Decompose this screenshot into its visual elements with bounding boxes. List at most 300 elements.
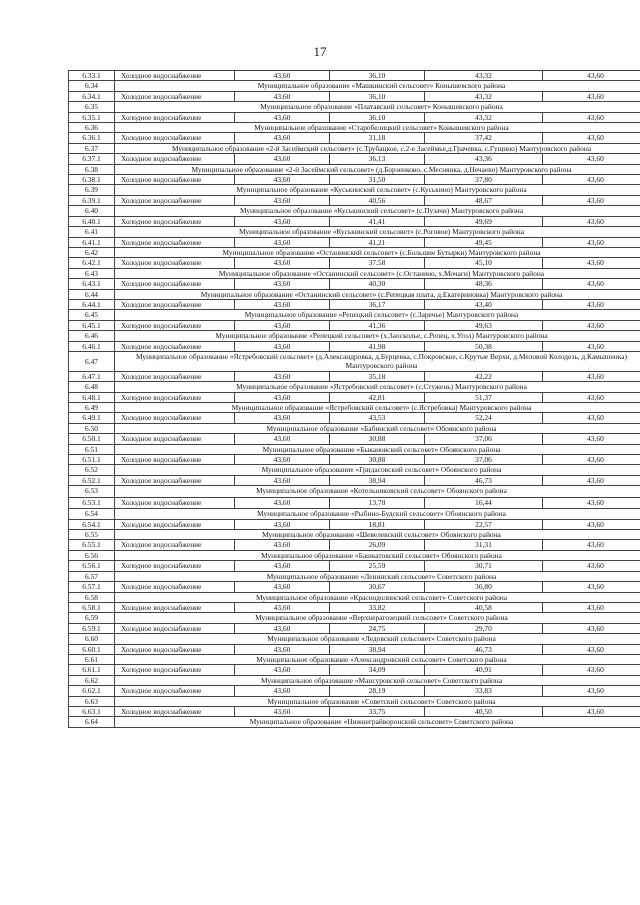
row-code: 6.44 <box>69 289 115 299</box>
value-cell: 43,60 <box>543 371 640 381</box>
page-number: 17 <box>313 44 327 59</box>
value-cell: 43,60 <box>543 237 640 247</box>
value-cell: 31,50 <box>330 175 425 185</box>
value-cell: 43,60 <box>235 392 330 402</box>
municipality-heading: Муниципальное образование «Гридасовский сельсовет» Обоянского района <box>115 465 640 475</box>
row-code: 6.56 <box>69 550 115 560</box>
value-cell: 43,60 <box>543 91 640 101</box>
row-code: 6.52.1 <box>69 475 115 485</box>
value-cell: 49,63 <box>425 320 543 330</box>
row-code: 6.59 <box>69 613 115 623</box>
service-name: Холодное водоснабжение <box>115 434 235 444</box>
value-cell: 41,21 <box>330 237 425 247</box>
row-code: 6.55.1 <box>69 540 115 550</box>
service-name: Холодное водоснабжение <box>115 623 235 633</box>
value-cell: 43,60 <box>235 582 330 592</box>
row-code: 6.55 <box>69 530 115 540</box>
row-code: 6.57 <box>69 571 115 581</box>
value-cell: 49,69 <box>425 216 543 226</box>
section-heading-row <box>69 423 640 433</box>
value-cell: 43,60 <box>543 644 640 654</box>
value-cell: 43,60 <box>235 540 330 550</box>
row-code: 6.40 <box>69 206 115 216</box>
service-name: Холодное водоснабжение <box>115 371 235 381</box>
section-heading-row <box>69 613 640 623</box>
municipality-heading: Муниципальное образование «Репецкий сельсовет» (х.Заосколье, с.Репец, х.Угол) Мантуровского района <box>115 331 640 341</box>
value-cell: 43,60 <box>543 602 640 612</box>
row-code: 6.34 <box>69 81 115 91</box>
value-cell: 43,60 <box>543 582 640 592</box>
section-heading-row <box>69 696 640 706</box>
service-name: Холодное водоснабжение <box>115 392 235 402</box>
value-cell: 43,53 <box>330 413 425 423</box>
municipality-heading: Муниципальное образование «Мансуровский сельсовет» Советского района <box>115 675 640 685</box>
table-row <box>69 133 640 143</box>
value-cell: 42,22 <box>425 371 543 381</box>
table-row <box>69 665 640 675</box>
value-cell: 24,75 <box>330 623 425 633</box>
section-heading-row <box>69 227 640 237</box>
row-code: 6.51 <box>69 444 115 454</box>
table-row <box>69 706 640 716</box>
table-row <box>69 216 640 226</box>
value-cell: 43,60 <box>543 665 640 675</box>
value-cell: 45,10 <box>425 258 543 268</box>
table-row <box>69 434 640 444</box>
value-cell: 36,17 <box>330 299 425 309</box>
value-cell: 40,50 <box>425 706 543 716</box>
value-cell: 38,94 <box>330 644 425 654</box>
row-code: 6.61.1 <box>69 665 115 675</box>
value-cell: 43,60 <box>543 154 640 164</box>
row-code: 6.52 <box>69 465 115 475</box>
section-heading-row <box>69 465 640 475</box>
row-code: 6.39 <box>69 185 115 195</box>
value-cell: 42,81 <box>330 392 425 402</box>
value-cell: 26,09 <box>330 540 425 550</box>
row-code: 6.37 <box>69 143 115 153</box>
section-heading-row <box>69 530 640 540</box>
value-cell: 46,73 <box>425 475 543 485</box>
row-code: 6.33.1 <box>69 71 115 81</box>
table-row <box>69 299 640 309</box>
value-cell: 43,32 <box>425 71 543 81</box>
service-name: Холодное водоснабжение <box>115 561 235 571</box>
value-cell: 37,42 <box>425 133 543 143</box>
municipality-heading: Муниципальное образование «Машкинский сельсовет» Конышевского района <box>115 81 640 91</box>
row-code: 6.57.1 <box>69 582 115 592</box>
value-cell: 51,37 <box>425 392 543 402</box>
value-cell: 43,60 <box>543 497 640 509</box>
service-name: Холодное водоснабжение <box>115 540 235 550</box>
municipality-heading: Муниципальное образование «2-й Засеймский сельсовет» (с.Трубацкое, с.2-е Засеймье,д.Грачевка, с.Гущино) Мантуровского района <box>115 143 640 153</box>
value-cell: 29,70 <box>425 623 543 633</box>
section-heading-row <box>69 143 640 153</box>
table-row <box>69 154 640 164</box>
section-heading-row <box>69 185 640 195</box>
table-row <box>69 341 640 351</box>
value-cell: 33,83 <box>425 686 543 696</box>
row-code: 6.48.1 <box>69 392 115 402</box>
municipality-heading: Муниципальное образование «Советский сельсовет» Советского района <box>115 696 640 706</box>
value-cell: 43,60 <box>543 279 640 289</box>
service-name: Холодное водоснабжение <box>115 195 235 205</box>
value-cell: 41,36 <box>330 320 425 330</box>
value-cell: 33,82 <box>330 602 425 612</box>
municipality-heading: Муниципальное образование «Котельниковский сельсовет» Обоянского района <box>115 486 640 498</box>
value-cell: 43,60 <box>543 623 640 633</box>
row-code: 6.58 <box>69 592 115 602</box>
municipality-heading: Муниципальное образование «Нижнеграйворонский сельсовет» Советского района <box>115 717 640 727</box>
section-heading-row <box>69 444 640 454</box>
municipality-heading: Муниципальное образование «Платавский сельсовет» Конышевского района <box>115 102 640 112</box>
table-row <box>69 602 640 612</box>
service-name: Холодное водоснабжение <box>115 175 235 185</box>
table-row <box>69 175 640 185</box>
value-cell: 36,10 <box>330 91 425 101</box>
service-name: Холодное водоснабжение <box>115 71 235 81</box>
municipality-heading: Муниципальное образование «Верхнерагозецкий сельсовет» Советского района <box>115 613 640 623</box>
row-code: 6.39.1 <box>69 195 115 205</box>
municipality-heading: Муниципальное образование «Останинский сельсовет» (с.Большие Бутырки) Мантуровского района <box>115 247 640 257</box>
value-cell: 31,31 <box>425 540 543 550</box>
value-cell: 43,60 <box>235 561 330 571</box>
value-cell: 43,60 <box>235 341 330 351</box>
value-cell: 18,81 <box>330 519 425 529</box>
row-code: 6.49 <box>69 403 115 413</box>
value-cell: 43,60 <box>235 455 330 465</box>
value-cell: 43,60 <box>235 434 330 444</box>
tariff-table <box>68 70 640 728</box>
municipality-heading: Муниципальное образование «Куськинский сельсовет» (с.Роговое) Мантуровского района <box>115 227 640 237</box>
service-name: Холодное водоснабжение <box>115 341 235 351</box>
table-row <box>69 519 640 529</box>
value-cell: 30,71 <box>425 561 543 571</box>
row-code: 6.63.1 <box>69 706 115 716</box>
municipality-heading: Муниципальное образование «Краснодолинский сельсовет» Советского района <box>115 592 640 602</box>
table-row <box>69 258 640 268</box>
value-cell: 43,60 <box>543 133 640 143</box>
table-row <box>69 195 640 205</box>
section-heading-row <box>69 717 640 727</box>
municipality-heading: Муниципальное образование «Ленинский сельсовет» Советского района <box>115 571 640 581</box>
value-cell: 43,60 <box>543 540 640 550</box>
value-cell: 43,60 <box>235 371 330 381</box>
value-cell: 43,60 <box>543 258 640 268</box>
value-cell: 43,60 <box>543 455 640 465</box>
value-cell: 41,98 <box>330 341 425 351</box>
service-name: Холодное водоснабжение <box>115 279 235 289</box>
row-code: 6.50.1 <box>69 434 115 444</box>
value-cell: 43,60 <box>543 299 640 309</box>
row-code: 6.36.1 <box>69 133 115 143</box>
service-name: Холодное водоснабжение <box>115 91 235 101</box>
section-heading-row <box>69 247 640 257</box>
value-cell: 43,60 <box>235 644 330 654</box>
service-name: Холодное водоснабжение <box>115 686 235 696</box>
service-name: Холодное водоснабжение <box>115 706 235 716</box>
service-name: Холодное водоснабжение <box>115 299 235 309</box>
section-heading-row <box>69 102 640 112</box>
value-cell: 48,36 <box>425 279 543 289</box>
table-row <box>69 320 640 330</box>
row-code: 6.64 <box>69 717 115 727</box>
row-code: 6.38.1 <box>69 175 115 185</box>
municipality-heading: Муниципальное образование «Останинский сельсовет» (с.Останино, х.Мочаги) Мантуровского района <box>115 268 640 278</box>
row-code: 6.61 <box>69 654 115 664</box>
service-name: Холодное водоснабжение <box>115 455 235 465</box>
row-code: 6.47 <box>69 351 115 371</box>
section-heading-row <box>69 164 640 174</box>
value-cell: 30,88 <box>330 455 425 465</box>
table-row <box>69 582 640 592</box>
value-cell: 37,06 <box>425 455 543 465</box>
section-heading-row <box>69 403 640 413</box>
row-code: 6.37.1 <box>69 154 115 164</box>
value-cell: 43,60 <box>235 623 330 633</box>
value-cell: 25,59 <box>330 561 425 571</box>
municipality-heading: Муниципальное образование «Ледовский сельсовет» Советского района <box>115 634 640 644</box>
service-name: Холодное водоснабжение <box>115 602 235 612</box>
service-name: Холодное водоснабжение <box>115 154 235 164</box>
section-heading-row <box>69 382 640 392</box>
municipality-heading: Муниципальное образование «Ястребовский сельсовет» (с.Ястребовка) Мантуровского района <box>115 403 640 413</box>
value-cell: 43,60 <box>235 475 330 485</box>
row-code: 6.41 <box>69 227 115 237</box>
service-name: Холодное водоснабжение <box>115 497 235 509</box>
value-cell: 38,94 <box>330 475 425 485</box>
table-row <box>69 371 640 381</box>
section-heading-row <box>69 654 640 664</box>
section-heading-row <box>69 634 640 644</box>
value-cell: 43,60 <box>543 561 640 571</box>
service-name: Холодное водоснабжение <box>115 112 235 122</box>
value-cell: 50,38 <box>425 341 543 351</box>
service-name: Холодное водоснабжение <box>115 582 235 592</box>
section-heading-row <box>69 310 640 320</box>
row-code: 6.38 <box>69 164 115 174</box>
table-row <box>69 475 640 485</box>
table-row <box>69 71 640 81</box>
section-heading-row <box>69 81 640 91</box>
row-code: 6.56.1 <box>69 561 115 571</box>
value-cell: 40,30 <box>330 279 425 289</box>
municipality-heading: Муниципальное образование «Останинский сельсовет» (с.Репецкая плата, д.Екатериновка) Мантуровского района <box>115 289 640 299</box>
value-cell: 28,19 <box>330 686 425 696</box>
row-code: 6.35.1 <box>69 112 115 122</box>
value-cell: 43,32 <box>425 112 543 122</box>
row-code: 6.62.1 <box>69 686 115 696</box>
municipality-heading: Муниципальное образование «Бабинский сельсовет» Обоянского района <box>115 423 640 433</box>
value-cell: 41,41 <box>330 216 425 226</box>
value-cell: 43,60 <box>235 665 330 675</box>
row-code: 6.44.1 <box>69 299 115 309</box>
value-cell: 40,91 <box>425 665 543 675</box>
municipality-heading: Муниципальное образование «Старобелицкий сельсовет» Конышевского района <box>115 123 640 133</box>
municipality-heading: Муниципальное образование «Куськинский сельсовет» (с.Куськино) Мантуровского района <box>115 185 640 195</box>
value-cell: 36,13 <box>330 154 425 164</box>
row-code: 6.60.1 <box>69 644 115 654</box>
row-code: 6.36 <box>69 123 115 133</box>
value-cell: 43,60 <box>543 475 640 485</box>
row-code: 6.63 <box>69 696 115 706</box>
municipality-heading: Муниципальное образование «Александровский сельсовет» Советского района <box>115 654 640 664</box>
municipality-heading: Муниципальное образование «Репецкий сельсовет» (с.Заречье) Мантуровского района <box>115 310 640 320</box>
value-cell: 43,60 <box>235 71 330 81</box>
value-cell: 43,60 <box>235 258 330 268</box>
table-row <box>69 413 640 423</box>
section-heading-row <box>69 592 640 602</box>
row-code: 6.54.1 <box>69 519 115 529</box>
value-cell: 30,67 <box>330 582 425 592</box>
value-cell: 22,57 <box>425 519 543 529</box>
row-code: 6.49.1 <box>69 413 115 423</box>
table-row <box>69 644 640 654</box>
value-cell: 43,60 <box>235 497 330 509</box>
value-cell: 33,75 <box>330 706 425 716</box>
value-cell: 43,60 <box>235 154 330 164</box>
table-row <box>69 686 640 696</box>
table-row <box>69 91 640 101</box>
municipality-heading: Муниципальное образование «Башкатовский сельсовет» Обоянского района <box>115 550 640 560</box>
row-code: 6.40.1 <box>69 216 115 226</box>
row-code: 6.51.1 <box>69 455 115 465</box>
row-code: 6.54 <box>69 509 115 519</box>
value-cell: 49,45 <box>425 237 543 247</box>
row-code: 6.45.1 <box>69 320 115 330</box>
table-row <box>69 561 640 571</box>
value-cell: 30,88 <box>330 434 425 444</box>
value-cell: 31,18 <box>330 133 425 143</box>
value-cell: 43,60 <box>543 320 640 330</box>
service-name: Холодное водоснабжение <box>115 133 235 143</box>
row-code: 6.46.1 <box>69 341 115 351</box>
value-cell: 43,60 <box>543 216 640 226</box>
row-code: 6.48 <box>69 382 115 392</box>
section-heading-row <box>69 550 640 560</box>
value-cell: 43,60 <box>235 299 330 309</box>
municipality-heading: Муниципальное образование «Ястребовский сельсовет» (д.Александровка, д.Бурцевка, с.Покровское, с.Крутые Верхи, д.Меловой Колодезь, д.Камышенка) Мантуровского района <box>115 351 640 371</box>
value-cell: 43,60 <box>235 519 330 529</box>
value-cell: 43,60 <box>235 112 330 122</box>
value-cell: 43,60 <box>235 706 330 716</box>
section-heading-row <box>69 123 640 133</box>
section-heading-row <box>69 268 640 278</box>
section-heading-row <box>69 331 640 341</box>
value-cell: 43,40 <box>425 299 543 309</box>
value-cell: 43,60 <box>543 112 640 122</box>
row-code: 6.43 <box>69 268 115 278</box>
value-cell: 36,10 <box>330 71 425 81</box>
section-heading-row <box>69 351 640 371</box>
value-cell: 43,60 <box>235 175 330 185</box>
value-cell: 40,56 <box>330 195 425 205</box>
row-code: 6.47.1 <box>69 371 115 381</box>
municipality-heading: Муниципальное образование «Куськинский сельсовет» (с.Пузачи) Мантуровского района <box>115 206 640 216</box>
section-heading-row <box>69 571 640 581</box>
value-cell: 43,60 <box>543 71 640 81</box>
section-heading-row <box>69 289 640 299</box>
row-code: 6.53.1 <box>69 497 115 509</box>
section-heading-row <box>69 509 640 519</box>
table-row <box>69 392 640 402</box>
row-code: 6.42.1 <box>69 258 115 268</box>
row-code: 6.43.1 <box>69 279 115 289</box>
value-cell: 52,24 <box>425 413 543 423</box>
value-cell: 43,60 <box>235 279 330 289</box>
value-cell: 43,60 <box>235 686 330 696</box>
row-code: 6.46 <box>69 331 115 341</box>
value-cell: 36,80 <box>425 582 543 592</box>
table-row <box>69 540 640 550</box>
municipality-heading: Муниципальное образование «Ястребовский сельсовет» (с.Стужень) Мантуровского района <box>115 382 640 392</box>
value-cell: 43,60 <box>543 519 640 529</box>
value-cell: 43,60 <box>235 133 330 143</box>
row-code: 6.35 <box>69 102 115 112</box>
value-cell: 37,06 <box>425 434 543 444</box>
section-heading-row <box>69 675 640 685</box>
value-cell: 43,60 <box>543 434 640 444</box>
row-code: 6.41.1 <box>69 237 115 247</box>
value-cell: 43,60 <box>235 320 330 330</box>
value-cell: 36,10 <box>330 112 425 122</box>
value-cell: 43,60 <box>235 216 330 226</box>
row-code: 6.34.1 <box>69 91 115 101</box>
service-name: Холодное водоснабжение <box>115 216 235 226</box>
service-name: Холодное водоснабжение <box>115 519 235 529</box>
value-cell: 43,60 <box>235 91 330 101</box>
table-row <box>69 279 640 289</box>
row-code: 6.62 <box>69 675 115 685</box>
value-cell: 16,44 <box>425 497 543 509</box>
value-cell: 43,60 <box>543 706 640 716</box>
value-cell: 40,58 <box>425 602 543 612</box>
value-cell: 46,73 <box>425 644 543 654</box>
value-cell: 43,60 <box>235 195 330 205</box>
value-cell: 43,60 <box>543 686 640 696</box>
value-cell: 43,60 <box>235 413 330 423</box>
table-row <box>69 237 640 247</box>
table-row <box>69 623 640 633</box>
row-code: 6.60 <box>69 634 115 644</box>
municipality-heading: Муниципальное образование «Быкановский сельсовет» Обоянского района <box>115 444 640 454</box>
service-name: Холодное водоснабжение <box>115 475 235 485</box>
municipality-heading: Муниципальное образование «Шевелевский сельсовет» Обоянского района <box>115 530 640 540</box>
value-cell: 13,70 <box>330 497 425 509</box>
value-cell: 37,58 <box>330 258 425 268</box>
municipality-heading: Муниципальное образование «Рыбино-Будский сельсовет» Обоянского района <box>115 509 640 519</box>
value-cell: 48,67 <box>425 195 543 205</box>
service-name: Холодное водоснабжение <box>115 413 235 423</box>
section-heading-row <box>69 486 640 498</box>
service-name: Холодное водоснабжение <box>115 644 235 654</box>
value-cell: 43,32 <box>425 91 543 101</box>
municipality-heading: Муниципальное образование «2-й Засеймский сельсовет» (д.Борзенково, с.Меснянка, д.Нечаево) Мантуровского района <box>115 164 640 174</box>
value-cell: 43,60 <box>543 195 640 205</box>
table-row <box>69 455 640 465</box>
service-name: Холодное водоснабжение <box>115 320 235 330</box>
row-code: 6.59.1 <box>69 623 115 633</box>
value-cell: 43,60 <box>543 175 640 185</box>
value-cell: 43,60 <box>543 392 640 402</box>
value-cell: 43,60 <box>235 602 330 612</box>
value-cell: 43,60 <box>543 413 640 423</box>
table-row <box>69 497 640 509</box>
service-name: Холодное водоснабжение <box>115 258 235 268</box>
value-cell: 37,80 <box>425 175 543 185</box>
section-heading-row <box>69 206 640 216</box>
service-name: Холодное водоснабжение <box>115 237 235 247</box>
